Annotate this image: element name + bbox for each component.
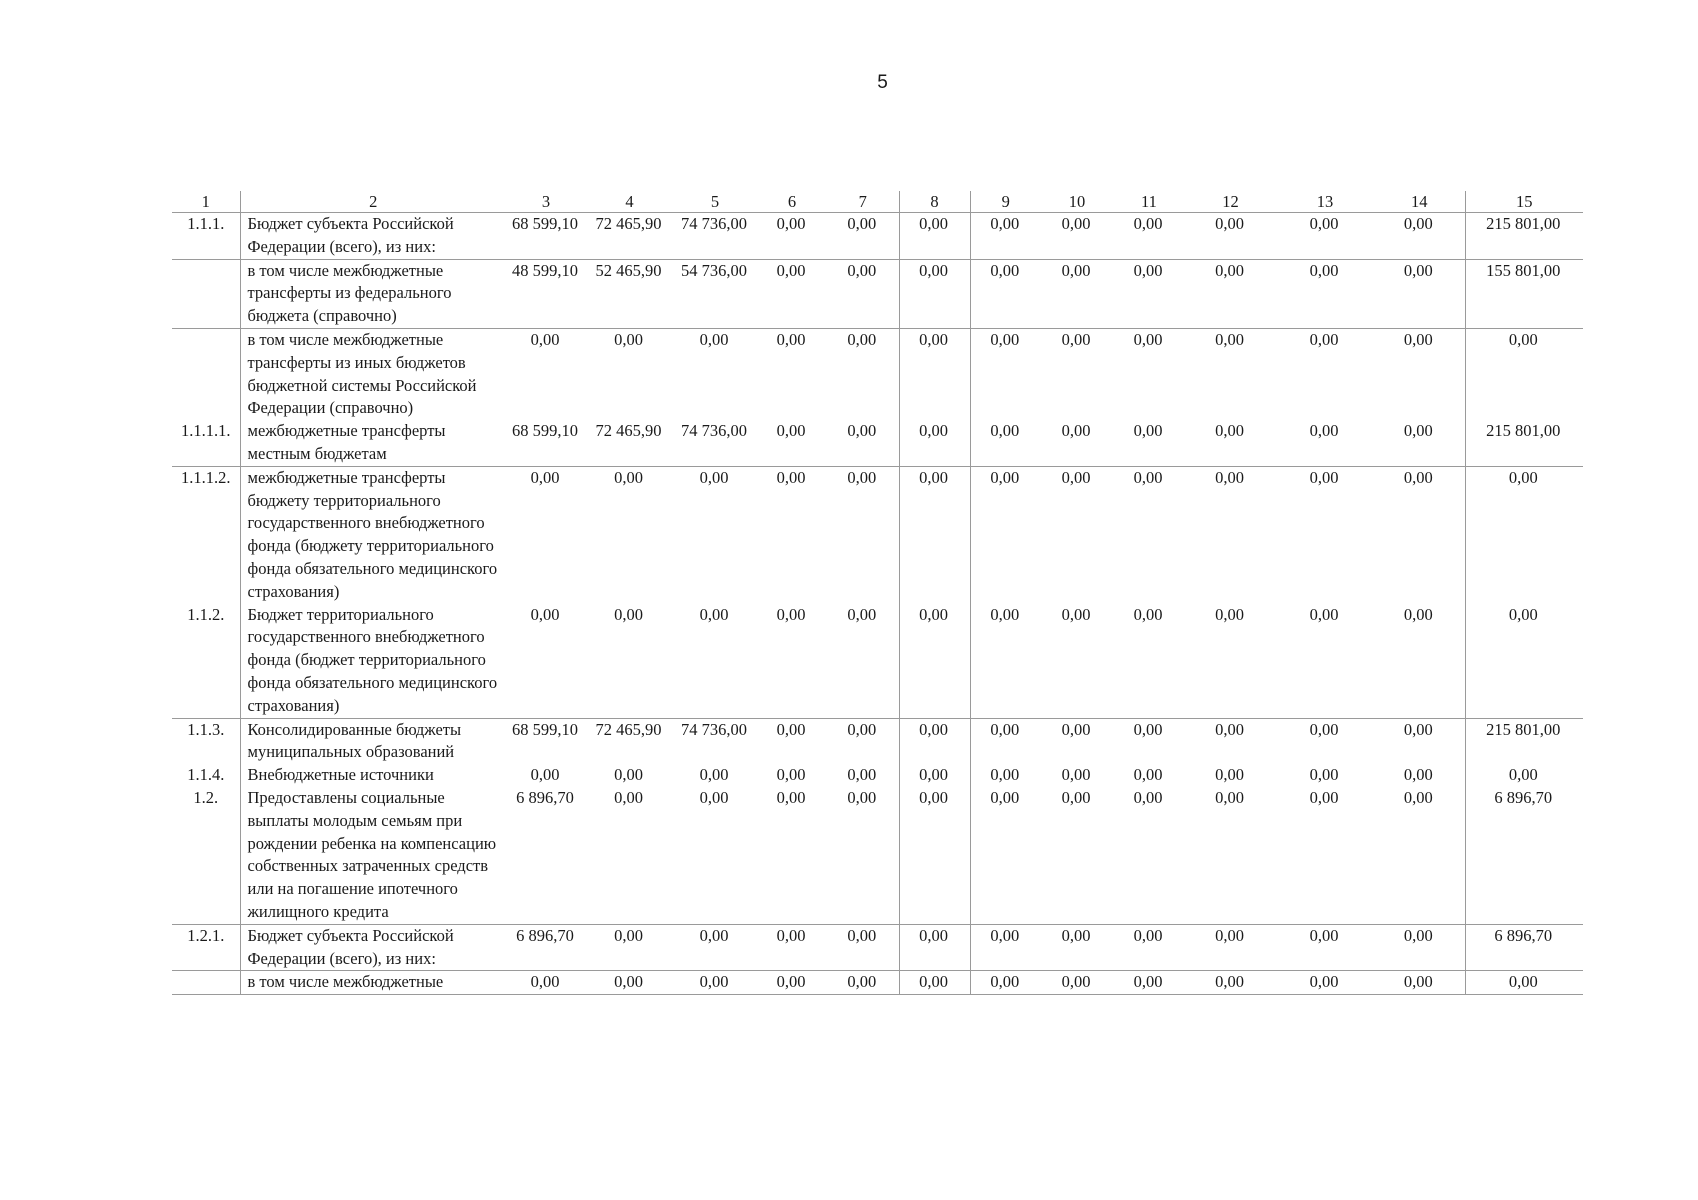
value-cell: 0,00 — [899, 604, 970, 718]
table-row — [172, 213, 1583, 260]
value-cell: 0,00 — [586, 971, 673, 995]
value-cell: 0,00 — [757, 787, 827, 924]
value-cell: 54 736,00 — [673, 259, 757, 328]
value-cell: 0,00 — [970, 971, 1041, 995]
value-cell: 0,00 — [586, 924, 673, 971]
value-cell: 0,00 — [614, 329, 643, 349]
value-cell: 0,00 — [899, 466, 970, 603]
value-cell: 0,00 — [1276, 787, 1374, 924]
value-cell: 72 465,90 — [586, 213, 673, 260]
row-description: в том числе межбюджетные трансферты из иных бюджетов бюджетной системы Российской Федерации (справочно) — [240, 328, 506, 420]
row-number: 1.1.1. — [172, 213, 240, 260]
table-row — [172, 420, 1583, 466]
value-cell: 0,00 — [827, 420, 899, 466]
column-header: 1 — [172, 191, 240, 213]
value-cell: 0,00 — [1465, 764, 1583, 787]
value-cell: 0,00 — [757, 604, 827, 718]
value-cell: 6 896,70 — [1465, 924, 1583, 971]
value-cell: 0,00 — [847, 329, 877, 349]
value-cell: 0,00 — [1061, 467, 1091, 487]
value-cell: 215 801,00 — [1465, 718, 1583, 764]
value-cell: 0,00 — [1276, 213, 1374, 260]
row-number — [172, 328, 240, 420]
value-cell: 68 599,10 — [506, 420, 586, 466]
value-cell: 0,00 — [1113, 213, 1185, 260]
value-cell: 0,00 — [847, 467, 877, 487]
value-cell: 0,00 — [1309, 467, 1339, 487]
value-cell: 0,00 — [530, 467, 560, 487]
value-cell: 0,00 — [1465, 466, 1583, 603]
column-header: 8 — [899, 191, 970, 213]
row-number — [172, 971, 240, 995]
value-cell: 0,00 — [1374, 259, 1465, 328]
value-cell: 6 896,70 — [506, 787, 586, 924]
value-cell: 74 736,00 — [673, 213, 757, 260]
value-cell: 0,00 — [1041, 604, 1113, 718]
value-cell: 0,00 — [970, 787, 1041, 924]
value-cell: 0,00 — [776, 329, 806, 349]
value-cell: 0,00 — [1041, 971, 1113, 995]
table-row — [172, 971, 1583, 995]
column-header: 2 — [240, 191, 506, 213]
value-cell: 155 801,00 — [1465, 259, 1583, 328]
row-number: 1.1.2. — [172, 604, 240, 718]
value-cell: 0,00 — [827, 213, 899, 260]
value-cell: 0,00 — [970, 328, 1041, 420]
column-header: 14 — [1374, 191, 1465, 213]
row-number: 1.1.1.2. — [181, 467, 231, 487]
column-header: 3 — [506, 191, 586, 213]
column-header: 5 — [673, 191, 757, 213]
value-cell: 0,00 — [1185, 971, 1276, 995]
value-cell: 0,00 — [1465, 328, 1583, 420]
value-cell: 0,00 — [1374, 213, 1465, 260]
table-row — [172, 787, 1583, 924]
value-cell: 72 465,90 — [595, 719, 662, 739]
value-cell: 0,00 — [506, 604, 586, 718]
value-cell: 0,00 — [1041, 787, 1113, 924]
value-cell: 0,00 — [970, 466, 1041, 603]
value-cell: 0,00 — [586, 787, 673, 924]
row-description: Предоставлены социальные выплаты молодым семьям при рождении ребенка на компенсацию собственных затраченных средств или на погашение ипотечного жилищного кредита — [240, 787, 506, 924]
value-cell: 0,00 — [530, 329, 560, 349]
row-number: 1.2. — [172, 787, 240, 924]
value-cell: 0,00 — [1276, 924, 1374, 971]
value-cell: 0,00 — [776, 719, 806, 739]
value-cell: 0,00 — [1465, 604, 1583, 718]
value-cell: 0,00 — [1276, 259, 1374, 328]
value-cell: 0,00 — [1309, 719, 1339, 739]
value-cell: 0,00 — [827, 787, 899, 924]
row-description: Бюджет субъекта Российской Федерации (всего), из них: — [240, 924, 506, 971]
value-cell: 0,00 — [970, 213, 1041, 260]
value-cell: 6 896,70 — [1465, 787, 1583, 924]
value-cell: 0,00 — [673, 604, 757, 718]
value-cell: 0,00 — [970, 764, 1041, 787]
value-cell: 0,00 — [827, 971, 899, 995]
value-cell: 0,00 — [1374, 787, 1465, 924]
value-cell: 0,00 — [899, 971, 970, 995]
value-cell: 0,00 — [1403, 467, 1433, 487]
row-number — [172, 259, 240, 328]
row-description: в том числе межбюджетные трансферты из федерального бюджета (справочно) — [240, 259, 506, 328]
value-cell: 0,00 — [1061, 765, 1091, 785]
value-cell: 0,00 — [673, 787, 757, 924]
value-cell: 215 801,00 — [1465, 420, 1583, 466]
value-cell: 0,00 — [699, 765, 729, 785]
table-row — [172, 718, 1583, 764]
value-cell: 0,00 — [757, 259, 827, 328]
column-header: 6 — [757, 191, 827, 213]
value-cell: 0,00 — [530, 765, 560, 785]
row-description: Бюджет территориального государственного внебюджетного фонда (бюджет территориального фонда обязательного медицинского страхования) — [240, 604, 506, 718]
value-cell: 0,00 — [757, 213, 827, 260]
value-cell: 0,00 — [1403, 329, 1433, 349]
value-cell: 0,00 — [776, 765, 806, 785]
value-cell: 0,00 — [1041, 420, 1113, 466]
value-cell: 0,00 — [1041, 924, 1113, 971]
value-cell: 0,00 — [1133, 329, 1163, 349]
value-cell: 0,00 — [1215, 719, 1244, 739]
value-cell: 0,00 — [1185, 787, 1276, 924]
value-cell: 0,00 — [1276, 971, 1374, 995]
value-cell: 0,00 — [1403, 719, 1433, 739]
page-number: 5 — [877, 72, 888, 93]
value-cell: 0,00 — [970, 420, 1041, 466]
value-cell: 0,00 — [757, 924, 827, 971]
column-header: 11 — [1113, 191, 1185, 213]
value-cell: 0,00 — [970, 718, 1041, 764]
value-cell: 0,00 — [827, 259, 899, 328]
table-row — [172, 604, 1583, 718]
value-cell: 0,00 — [776, 467, 806, 487]
value-cell: 0,00 — [899, 764, 970, 787]
value-cell: 0,00 — [1215, 467, 1244, 487]
value-cell: 0,00 — [757, 420, 827, 466]
table-row — [172, 328, 1583, 420]
value-cell: 0,00 — [1374, 924, 1465, 971]
value-cell: 0,00 — [970, 259, 1041, 328]
value-cell: 0,00 — [1276, 604, 1374, 718]
value-cell: 0,00 — [1113, 420, 1185, 466]
column-header: 12 — [1185, 191, 1276, 213]
row-number: 1.2.1. — [172, 924, 240, 971]
value-cell: 0,00 — [1113, 259, 1185, 328]
row-description: Бюджет субъекта Российской Федерации (всего), из них: — [240, 213, 506, 260]
value-cell: 48 599,10 — [506, 259, 586, 328]
value-cell: 0,00 — [757, 971, 827, 995]
value-cell: 0,00 — [673, 924, 757, 971]
value-cell: 0,00 — [1061, 719, 1091, 739]
value-cell: 215 801,00 — [1465, 213, 1583, 260]
value-cell: 0,00 — [699, 467, 729, 487]
value-cell: 0,00 — [1041, 213, 1113, 260]
value-cell: 0,00 — [699, 329, 729, 349]
value-cell: 0,00 — [1374, 971, 1465, 995]
value-cell: 0,00 — [673, 971, 757, 995]
row-number: 1.1.4. — [187, 765, 225, 785]
value-cell: 74 736,00 — [673, 420, 757, 466]
value-cell: 0,00 — [1215, 765, 1244, 785]
value-cell: 0,00 — [970, 604, 1041, 718]
value-cell: 0,00 — [899, 259, 970, 328]
column-header: 4 — [586, 191, 673, 213]
value-cell: 0,00 — [1185, 604, 1276, 718]
table-row — [172, 764, 1583, 787]
column-header: 15 — [1465, 191, 1583, 213]
value-cell: 0,00 — [614, 467, 643, 487]
value-cell: 0,00 — [1374, 604, 1465, 718]
value-cell: 0,00 — [899, 213, 970, 260]
column-header: 7 — [827, 191, 899, 213]
value-cell: 0,00 — [1113, 924, 1185, 971]
value-cell: 72 465,90 — [586, 420, 673, 466]
value-cell: 0,00 — [506, 971, 586, 995]
value-cell: 0,00 — [827, 924, 899, 971]
value-cell: 0,00 — [899, 328, 970, 420]
value-cell: 0,00 — [1403, 765, 1433, 785]
value-cell: 0,00 — [1215, 329, 1244, 349]
value-cell: 0,00 — [899, 420, 970, 466]
value-cell: 0,00 — [1309, 765, 1339, 785]
row-description: Консолидированные бюджеты муниципальных образований — [240, 718, 506, 764]
value-cell: 0,00 — [1061, 329, 1091, 349]
value-cell: 0,00 — [847, 765, 877, 785]
value-cell: 0,00 — [899, 924, 970, 971]
value-cell: 6 896,70 — [506, 924, 586, 971]
value-cell: 0,00 — [1041, 259, 1113, 328]
table-row — [172, 466, 1583, 603]
column-header: 10 — [1041, 191, 1113, 213]
value-cell: 0,00 — [1374, 420, 1465, 466]
budget-table — [172, 191, 1583, 995]
value-cell: 0,00 — [1133, 765, 1163, 785]
value-cell: 74 736,00 — [681, 719, 747, 739]
column-header: 13 — [1276, 191, 1374, 213]
value-cell: 0,00 — [1113, 604, 1185, 718]
value-cell: 0,00 — [1133, 719, 1163, 739]
row-description: Внебюджетные источники — [240, 764, 506, 787]
value-cell: 0,00 — [970, 924, 1041, 971]
value-cell: 0,00 — [1465, 971, 1583, 995]
row-description: межбюджетные трансферты местным бюджетам — [240, 420, 506, 466]
row-description: в том числе межбюджетные — [240, 971, 506, 995]
value-cell: 0,00 — [1133, 467, 1163, 487]
value-cell: 0,00 — [1185, 213, 1276, 260]
value-cell: 0,00 — [1113, 787, 1185, 924]
value-cell: 0,00 — [1185, 420, 1276, 466]
value-cell: 0,00 — [827, 604, 899, 718]
row-number: 1.1.1.1. — [172, 420, 240, 466]
value-cell: 0,00 — [1276, 420, 1374, 466]
row-number: 1.1.3. — [187, 719, 225, 739]
value-cell: 0,00 — [1309, 329, 1339, 349]
column-header: 9 — [970, 191, 1041, 213]
row-description: межбюджетные трансферты бюджету территориального государственного внебюджетного фонда (бюджету территориального фонда обязательного медицинского страхования) — [240, 466, 506, 603]
value-cell: 0,00 — [586, 604, 673, 718]
value-cell: 0,00 — [847, 719, 877, 739]
value-cell: 52 465,90 — [586, 259, 673, 328]
value-cell: 68 599,10 — [512, 719, 578, 739]
value-cell: 0,00 — [1185, 924, 1276, 971]
value-cell: 0,00 — [1113, 971, 1185, 995]
value-cell: 0,00 — [899, 718, 970, 764]
table-header-row — [172, 191, 1583, 213]
value-cell: 68 599,10 — [506, 213, 586, 260]
value-cell: 0,00 — [1185, 259, 1276, 328]
table-row — [172, 259, 1583, 328]
value-cell: 0,00 — [614, 765, 643, 785]
value-cell: 0,00 — [899, 787, 970, 924]
table-row — [172, 924, 1583, 971]
